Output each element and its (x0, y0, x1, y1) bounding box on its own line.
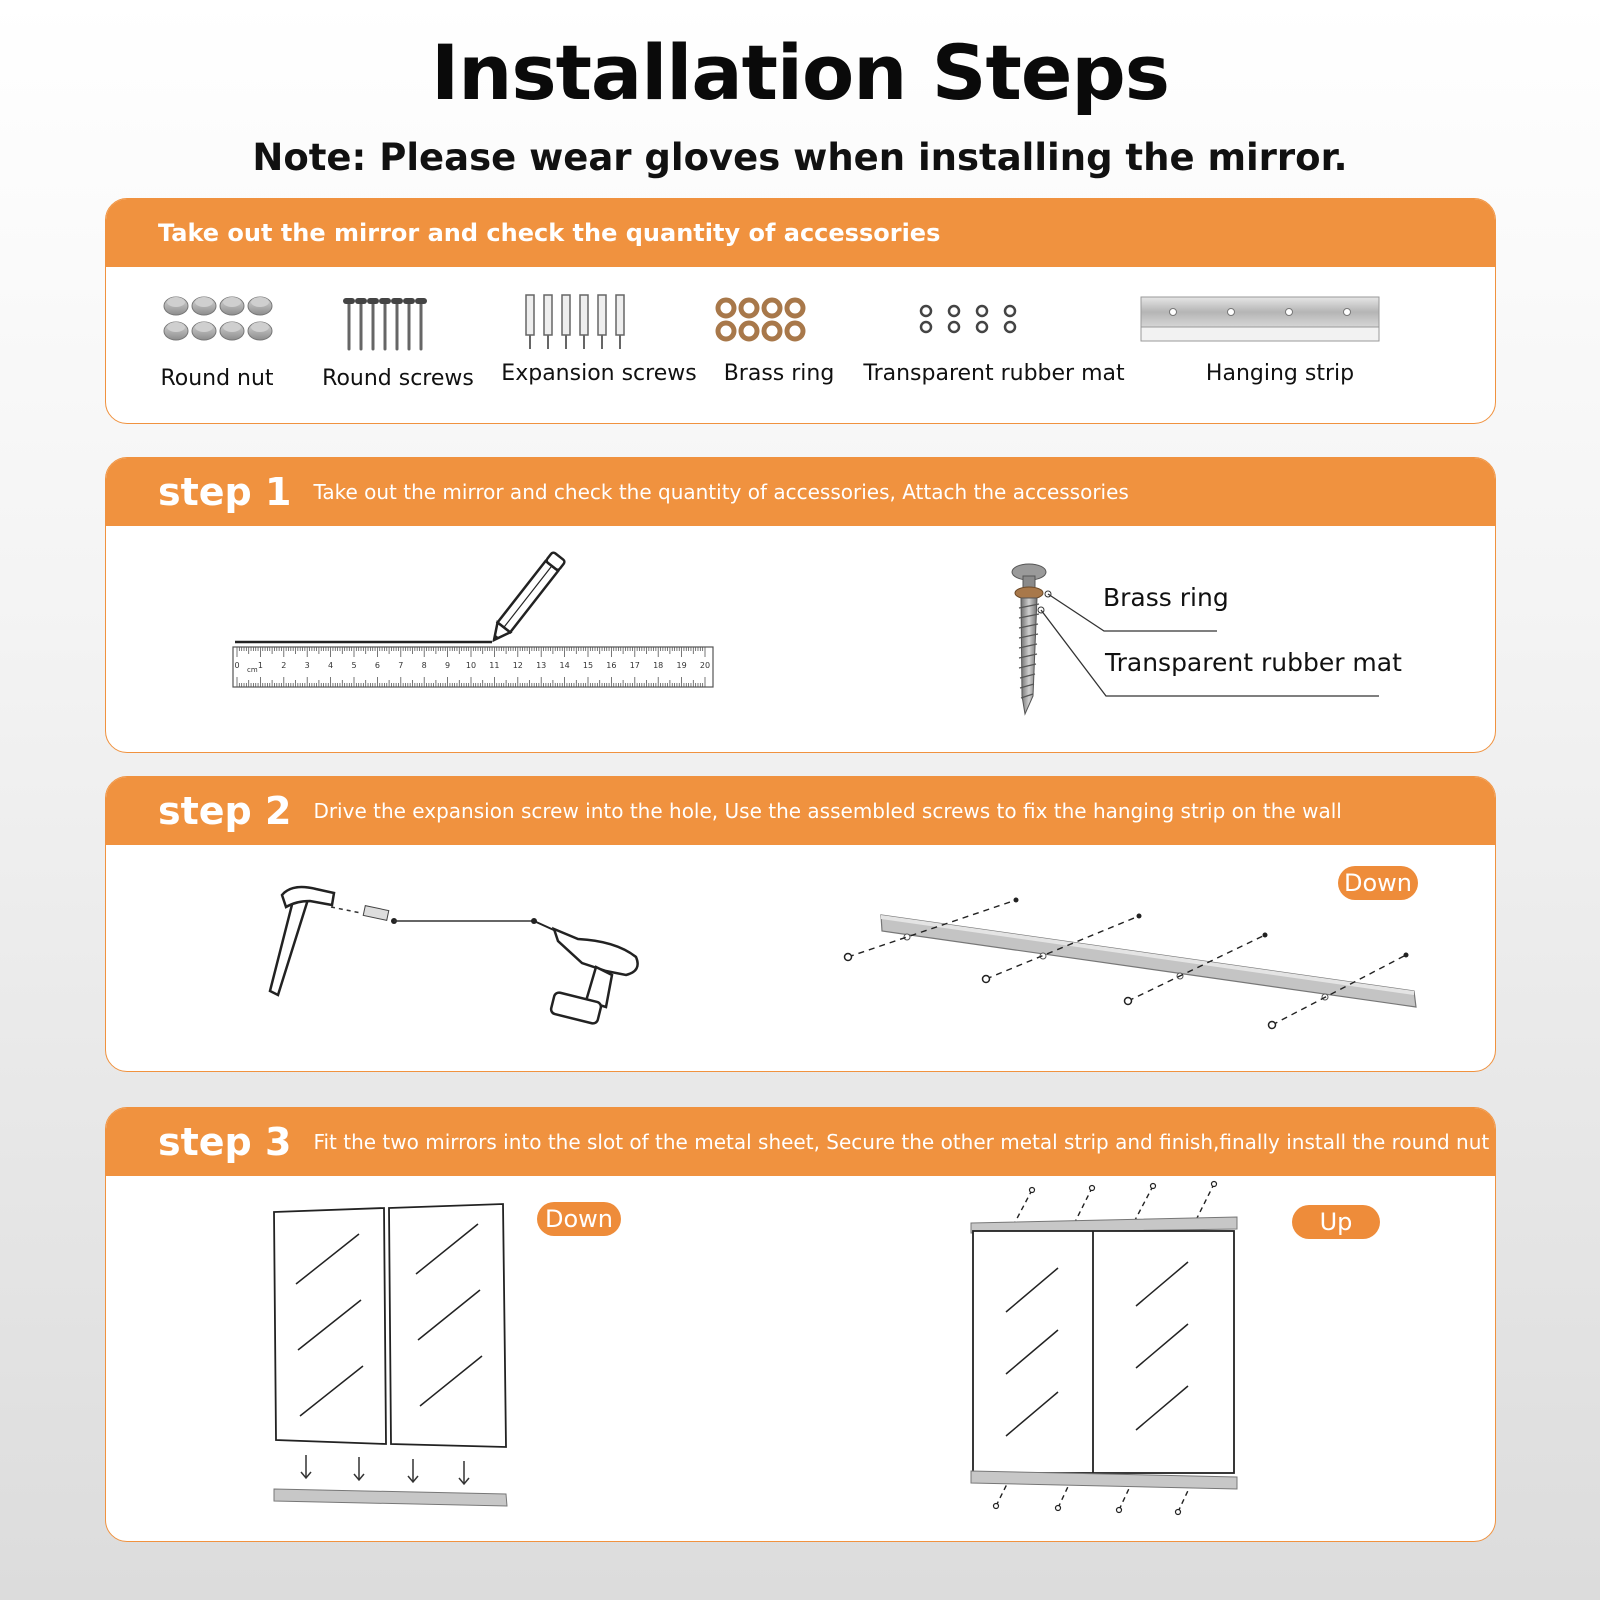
callout-rubber-mat: Transparent rubber mat (1105, 648, 1402, 677)
ruler-label: 19 (676, 661, 687, 670)
ruler-label: 8 (421, 661, 427, 670)
ruler-label: 15 (582, 661, 594, 670)
ruler-label: 14 (559, 661, 570, 670)
step1-illustrations (106, 526, 1496, 753)
accessories-heading: Take out the mirror and check the quantity of accessories (158, 219, 941, 247)
accessories-card (105, 198, 1496, 424)
callout-brass-ring: Brass ring (1103, 583, 1229, 612)
step3-description: Fit the two mirrors into the slot of the metal sheet, Secure the other metal strip and finish,finally install the round nut (313, 1130, 1490, 1154)
ruler-label: 16 (606, 661, 617, 670)
ruler-label: 2 (281, 661, 287, 670)
step2-description: Drive the expansion screw into the hole, Use the assembled screws to fix the hanging strip on the wall (313, 799, 1342, 823)
step2-header (106, 777, 1495, 845)
step1-label: step 1 (158, 470, 292, 514)
tag-up: Up (1292, 1205, 1380, 1239)
pencil-icon (488, 552, 566, 645)
ruler-label: 17 (629, 661, 640, 670)
assembled-mirror-icon (971, 1182, 1237, 1515)
ruler-label: 4 (328, 661, 334, 670)
step3-illustrations (106, 1176, 1496, 1542)
tag-down: Down (537, 1202, 621, 1236)
ruler-label: 11 (489, 661, 500, 670)
ruler-label: 1 (257, 661, 263, 670)
accessory-label-rubber-mat: Transparent rubber mat (863, 361, 1125, 386)
ruler-label: 13 (536, 661, 547, 670)
accessory-label-hanging-strip: Hanging strip (1205, 361, 1355, 386)
ruler-label: 12 (512, 661, 523, 670)
expansion-screw-icon (526, 295, 624, 349)
ruler-label: 0 (234, 661, 240, 670)
step1-card (105, 457, 1496, 753)
round-screw-icon (346, 301, 424, 349)
hanging-strip-icon (845, 898, 1417, 1029)
mirror-panels-icon (274, 1204, 506, 1447)
step1-description: Take out the mirror and check the quantity of accessories, Attach the accessories (313, 480, 1129, 504)
accessories-illustrations (106, 267, 1496, 424)
ruler-label: 3 (304, 661, 310, 670)
ruler-label: 20 (699, 661, 711, 670)
step3-header (106, 1108, 1495, 1176)
ruler-label: 18 (653, 661, 664, 670)
accessory-label-round-nut: Round nut (160, 366, 274, 391)
ruler-label: 7 (398, 661, 404, 670)
ruler-label: 9 (445, 661, 451, 670)
step1-header (106, 458, 1495, 526)
step2-label: step 2 (158, 789, 292, 833)
bottom-strip-icon (274, 1489, 507, 1506)
accessories-header (106, 199, 1495, 267)
hammer-icon (270, 887, 334, 995)
arrow-down-icon (301, 1455, 469, 1484)
ruler-label: 5 (351, 661, 357, 670)
drill-icon (534, 921, 638, 1024)
rubber-mat-icon (921, 306, 1015, 332)
ruler-icon (233, 647, 713, 687)
accessory-label-round-screws: Round screws (322, 366, 474, 391)
round-nut-icon (164, 297, 272, 340)
safety-note: Note: Please wear gloves when installing the mirror. (252, 136, 1348, 179)
ruler-label: 10 (465, 661, 477, 670)
step3-card (105, 1107, 1496, 1542)
tag-down: Down (1338, 866, 1418, 900)
accessory-label-brass-ring: Brass ring (723, 361, 835, 386)
step2-card (105, 776, 1496, 1072)
hanging-strip-icon (1141, 297, 1379, 341)
accessory-label-expansion-screws: Expansion screws (501, 361, 697, 386)
ruler-label: 6 (374, 661, 380, 670)
expansion-screw-icon (331, 906, 537, 924)
ruler-unit: cm (247, 666, 258, 674)
step2-illustrations (106, 845, 1496, 1072)
brass-ring-icon (718, 300, 803, 339)
step3-label: step 3 (158, 1120, 292, 1164)
page-title: Installation Steps (430, 28, 1170, 117)
